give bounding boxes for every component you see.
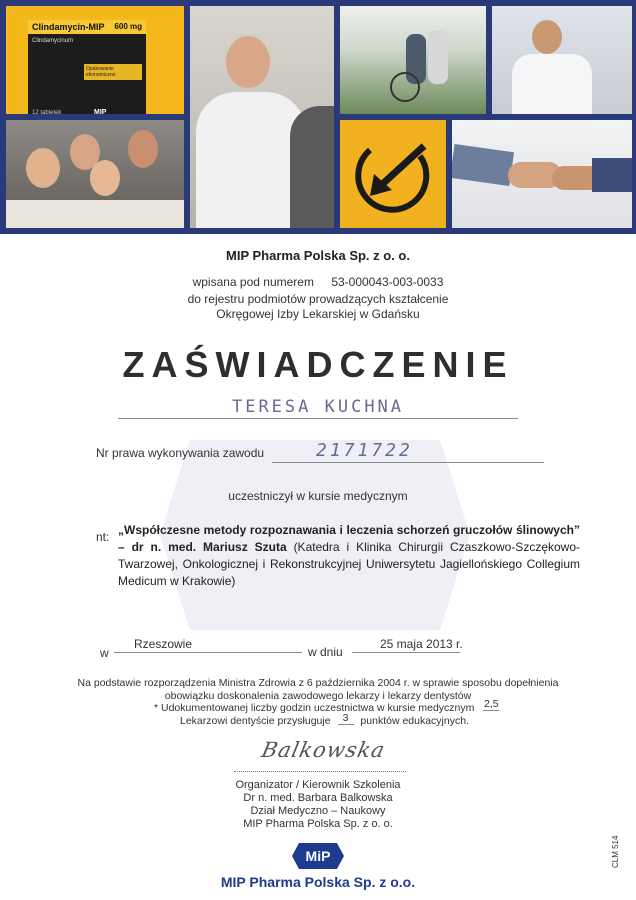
patient-back xyxy=(290,106,334,228)
registry-prefix: wpisana pod numerem xyxy=(192,275,314,289)
participant-name: TERESA KUCHNA xyxy=(231,397,405,417)
document-code: CLM 514 xyxy=(611,835,620,868)
dentist-value: 3 xyxy=(338,712,354,725)
registry-line-3: Okręgowej Izby Lekarskiej w Gdańsku xyxy=(216,307,420,321)
sleeve-left xyxy=(452,144,514,186)
doctor-photo xyxy=(190,6,334,228)
legal-line-2: obowiązku doskonalenia zawodowego lekarzy i lekarzy dentystów xyxy=(164,690,472,702)
registry-number: 53-000043-003-0033 xyxy=(331,275,444,289)
date-label: w dniu xyxy=(308,645,343,659)
license-label: Nr prawa wykonywania zawodu xyxy=(96,446,265,460)
registry-line-2: do rejestru podmiotów prowadzących kształcenie xyxy=(187,292,449,306)
place-label: w xyxy=(100,646,109,660)
cyclists-photo xyxy=(340,6,486,114)
product-strength: 600 mg xyxy=(114,22,142,31)
product-logo: MIP xyxy=(94,109,107,114)
organizer-company: MIP Pharma Polska Sp. z o. o. xyxy=(243,818,393,830)
product-count: 12 tabletek xyxy=(32,110,62,114)
bicycle-wheel xyxy=(390,72,420,102)
hours-value: 2,5 xyxy=(484,698,499,710)
organizer-name: Dr n. med. Barbara Balkowska xyxy=(243,792,393,804)
course-title: „Współczesne metody rozpoznawania i leczenia schorzeń gruczołów ślinowych” – dr n. med. Mariusz Szuta xyxy=(118,523,580,554)
organizer-department: Dział Medyczno – Naukowy xyxy=(250,805,386,817)
signature-underline xyxy=(234,771,406,772)
face xyxy=(26,148,60,188)
hours-text: * Udokumentowanej liczby godzin uczestnictwa w kursie medycznym xyxy=(154,702,475,714)
sleeve-right xyxy=(592,158,632,192)
circle-arrow-icon xyxy=(340,120,446,228)
date-value: 25 maja 2013 r. xyxy=(380,637,463,651)
lab-technician xyxy=(532,20,562,54)
product-package-photo xyxy=(6,6,184,114)
dentist-text: Lekarzowi dentyście przysługuje xyxy=(180,715,331,727)
product-name: Clindamycin-MIP xyxy=(32,22,105,32)
hours-line xyxy=(154,698,499,715)
product-badge: Opakowanie ekonomiczne xyxy=(84,64,142,80)
clothing xyxy=(6,200,184,228)
face xyxy=(90,160,120,196)
legal-line-1: Na podstawie rozporządzenia Ministra Zdrowia z 6 października 2004 r. w sprawie sposobu dopełnienia xyxy=(77,677,559,689)
license-underline xyxy=(272,462,544,463)
handwritten-signature: Balkowska xyxy=(259,738,388,762)
topic-label: nt: xyxy=(96,530,110,544)
date-underline xyxy=(352,652,460,653)
name-underline xyxy=(118,418,518,419)
product-ingredient: Clindamycinum xyxy=(32,38,74,44)
doctor-head xyxy=(226,36,270,88)
product-box xyxy=(28,20,146,114)
handshake-photo xyxy=(452,120,632,228)
mip-logo-text: MiP xyxy=(305,848,331,864)
license-number: 2171722 xyxy=(316,440,413,461)
lab-photo xyxy=(492,6,632,114)
participation-text: uczestniczył w kursie medycznym xyxy=(228,489,408,503)
dentist-suffix: punktów edukacyjnych. xyxy=(360,715,469,727)
face xyxy=(128,130,158,168)
course-affiliation: (Katedra i Klinika Chirurgii Czaszkowo-Szczękowo-Twarzowej, Onkologicznej i Rekonstrukcyjnej Uniwersytetu Jagiellońskiego Collegium Medicum w Krakowie) xyxy=(118,540,580,588)
registry-line-1 xyxy=(0,275,636,289)
place-value: Rzeszowie xyxy=(134,637,193,651)
arrow-logo-tile xyxy=(340,120,446,228)
photo-banner xyxy=(0,0,636,234)
mip-logo-icon xyxy=(291,842,345,870)
organizer-title: Organizator / Kierownik Szkolenia xyxy=(235,779,401,791)
lab-coat xyxy=(512,54,592,114)
course-topic xyxy=(118,522,580,590)
place-underline xyxy=(114,652,302,653)
certificate-title: ZAŚWIADCZENIE xyxy=(122,344,514,385)
company-name: MIP Pharma Polska Sp. z o. o. xyxy=(226,248,410,263)
footer-company: MIP Pharma Polska Sp. z o.o. xyxy=(220,874,416,890)
cyclist-figure-2 xyxy=(428,30,448,84)
family-photo xyxy=(6,120,184,228)
dentist-line xyxy=(180,712,469,728)
